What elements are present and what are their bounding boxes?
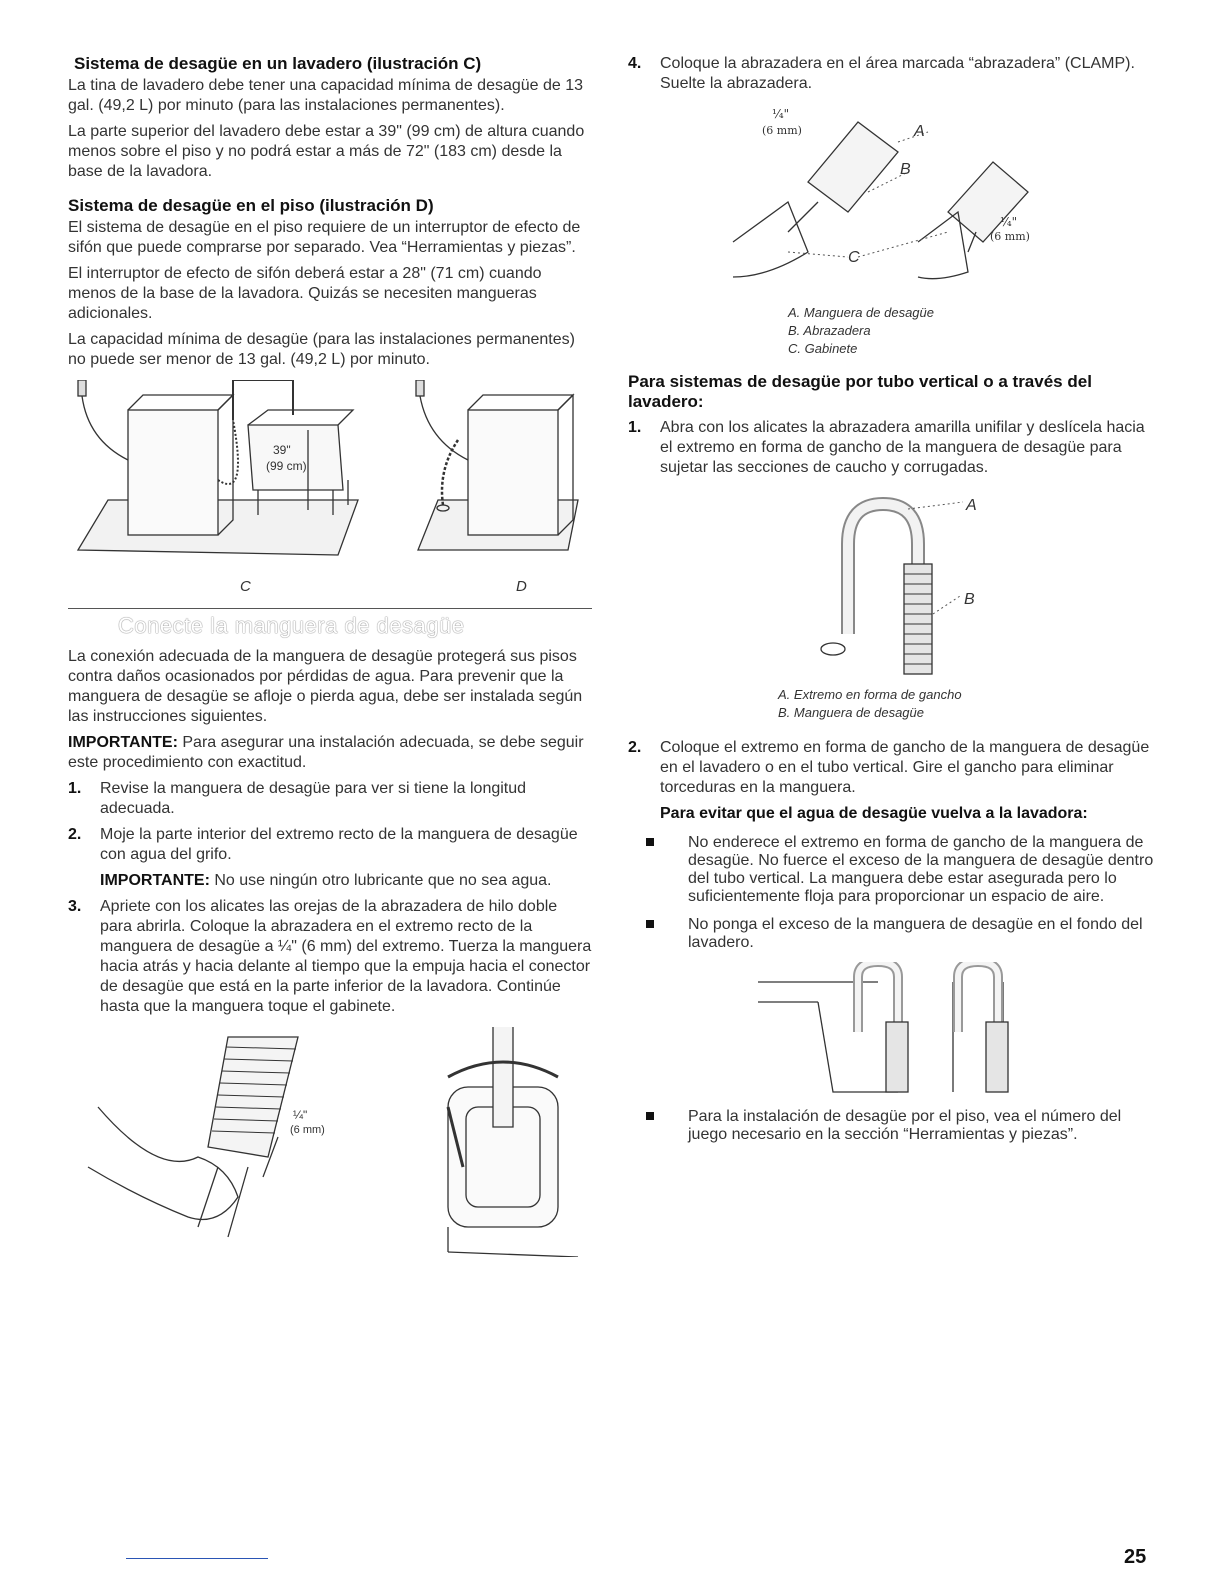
- pliers-clamp-illustration: [78, 1027, 338, 1257]
- washer-drain-illustration: [68, 380, 592, 580]
- clamp-dim-3: ¼": [1000, 215, 1018, 229]
- bullet-marker: [646, 838, 654, 846]
- important-text: Para asegurar una instalación adecuada, se debe seguir este procedimiento con exactitud.: [68, 734, 584, 771]
- caption-c: C. Gabinete: [788, 341, 858, 356]
- laundry-tub-drain-heading: Sistema de desagüe en un lavadero (ilustración C): [74, 54, 482, 73]
- clamp-figure-captions: [788, 304, 1158, 358]
- step-number: 3.: [68, 898, 82, 915]
- standpipe-steps-2: [628, 738, 1158, 798]
- hose-clamp-install-figures: [68, 1027, 592, 1267]
- bullet-text: Para la instalación de desagüe por el piso, vea el número del juego necesario en la sección “Herramientas y piezas”.: [688, 1108, 1122, 1143]
- floor-drain-paragraph-3: La capacidad mínima de desagüe (para las instalaciones permanentes) no puede ser menor de 13 gal. (49,2 L) por minuto.: [68, 331, 575, 368]
- connect-hose-intro: La conexión adecuada de la manguera de desagüe protegerá sus pisos contra daños ocasionados por pérdidas de agua. Para prevenir que la manguera de desagüe se afloje o pierda agua, debe ser instalada según las instrucciones siguientes.: [68, 648, 583, 725]
- step-number: 4.: [628, 55, 642, 72]
- hook-illustration: [788, 484, 1008, 684]
- hook-label-b: B: [964, 591, 975, 608]
- laundry-tub-paragraph-1: La tina de lavadero debe tener una capacidad mínima de desagüe de 13 gal. (49,2 L) por minuto (para las instalaciones permanentes).: [68, 77, 584, 114]
- footer-rule: [126, 1558, 268, 1559]
- important-label: IMPORTANTE:: [100, 872, 210, 889]
- twist-hose-illustration: [408, 1027, 588, 1257]
- clamp-dim-1: ¼": [772, 107, 790, 121]
- standpipe-steps-1: [628, 418, 1158, 478]
- step-text: Apriete con los alicates las orejas de la abrazadera de hilo doble para abrirla. Coloque la abrazadera en el extremo recto de la manguera de desagüe a ¼" (6 mm) del extremo. Tuerza la manguera hacia atrás y hacia delante al tiempo que la empuja hacia el conector de desagüe que está en la parte inferior de la lavadora. Continúe hasta que la manguera toque el gabinete.: [100, 898, 592, 1015]
- step-text: Revise la manguera de desagüe para ver si tiene la longitud adecuada.: [100, 780, 527, 817]
- right-step-4-list: [628, 54, 1158, 94]
- bullet-text: No ponga el exceso de la manguera de desagüe en el fondo del lavadero.: [688, 916, 1143, 951]
- step-text: Moje la parte interior del extremo recto de la manguera de desagüe con agua del grifo.: [100, 826, 578, 863]
- dim-6mm: (6 mm): [290, 1124, 325, 1136]
- prevent-backflow-heading: Para evitar que el agua de desagüe vuelva a la lavadora:: [660, 805, 1088, 822]
- step-number: 2.: [628, 739, 642, 756]
- caption-b: B. Abrazadera: [788, 323, 871, 338]
- step-text: Coloque el extremo en forma de gancho de la manguera de desagüe en el lavadero o en el tubo vertical. Gire el gancho para eliminar torceduras en la manguera.: [660, 739, 1150, 796]
- laundry-tub-paragraph-2: La parte superior del lavadero debe estar a 39" (99 cm) de altura cuando menos sobre el piso y no podrá estar a más de 72" (183 cm) desde la base de la lavadora.: [68, 123, 585, 180]
- page-number: 25: [1124, 1546, 1147, 1568]
- bullet-marker: [646, 1112, 654, 1120]
- connect-hose-important: [68, 733, 592, 773]
- left-column: [68, 54, 592, 1267]
- backflow-bullets: [628, 834, 1158, 952]
- illustration-label-d: D: [516, 578, 527, 595]
- caption-hook-a: A. Extremo en forma de gancho: [778, 687, 962, 702]
- bullet-item: [628, 834, 1158, 906]
- step-4: [628, 54, 1158, 94]
- clamp-label-a: A: [914, 123, 925, 140]
- step-text: Abra con los alicates la abrazadera amarilla unifilar y deslícela hacia el extremo en forma de gancho de la manguera de desagüe para sujetar las secciones de caucho y corrugadas.: [660, 419, 1145, 476]
- r-step-1: [628, 418, 1158, 478]
- height-label-in: 39": [273, 443, 291, 457]
- caption-a: A. Manguera de desagüe: [788, 305, 934, 320]
- floor-drain-bullet: [628, 1108, 1158, 1144]
- clamp-dim-4: (6 mm): [990, 230, 1030, 243]
- floor-drain-paragraph-1: El sistema de desagüe en el piso requiere de un interruptor de efecto de sifón que puede comprarse por separado. Vea “Herramientas y piezas”.: [68, 219, 581, 256]
- important-text: No use ningún otro lubricante que no sea agua.: [209, 872, 552, 889]
- tub-standpipe-illustration: [758, 962, 1038, 1102]
- bullet-text: No enderece el extremo en forma de gancho de la manguera de desagüe. No fuerce el exceso de la manguera de desagüe dentro del tubo vertical. La manguera debe estar asegurada pero lo suficientemente floja para proporcionar un espacio de aire.: [688, 834, 1154, 905]
- clamp-label-c: C: [848, 249, 860, 266]
- floor-drain-paragraph-2: El interruptor de efecto de sifón deberá estar a 28" (71 cm) cuando menos de la base de la lavadora. Quizás se necesiten mangueras adicionales.: [68, 265, 542, 322]
- tub-standpipe-figure: [628, 962, 1158, 1102]
- right-column: [628, 54, 1158, 1154]
- connect-steps-list: [68, 779, 592, 1017]
- step-2-important: [100, 871, 592, 891]
- bullet-item: [628, 1108, 1158, 1144]
- step-number: 1.: [628, 419, 642, 436]
- step-1: [68, 779, 592, 819]
- hook-label-a: A: [966, 497, 977, 514]
- clamp-dim-2: (6 mm): [762, 124, 802, 137]
- bullet-marker: [646, 920, 654, 928]
- clamp-illustration: [728, 102, 1058, 302]
- clamp-label-b: B: [900, 161, 911, 178]
- step-number: 2.: [68, 826, 82, 843]
- r-step-2: [628, 738, 1158, 798]
- illustration-c-d: [68, 380, 592, 600]
- height-label-cm: (99 cm): [266, 459, 307, 473]
- step-3: [68, 897, 592, 1017]
- step-2: [68, 825, 592, 891]
- step-text: Coloque la abrazadera en el área marcada “abrazadera” (CLAMP). Suelte la abrazadera.: [660, 55, 1135, 92]
- important-label: IMPORTANTE:: [68, 734, 178, 751]
- standpipe-heading: Para sistemas de desagüe por tubo vertical o a través del lavadero:: [628, 372, 1092, 411]
- hook-figure-captions: [778, 686, 1158, 722]
- bullet-item: [628, 916, 1158, 952]
- section-title-connect-hose: Conecte la manguera de desagüe: [118, 613, 465, 638]
- illustration-label-c: C: [240, 578, 251, 595]
- caption-hook-b: B. Manguera de desagüe: [778, 705, 924, 720]
- floor-drain-heading: Sistema de desagüe en el piso (ilustración D): [68, 196, 434, 215]
- section-divider: [68, 608, 592, 609]
- clamp-position-figure: [628, 102, 1158, 302]
- dim-quarter-inch: ¼": [293, 1108, 308, 1122]
- hook-end-figure: [628, 484, 1158, 684]
- step-number: 1.: [68, 780, 82, 797]
